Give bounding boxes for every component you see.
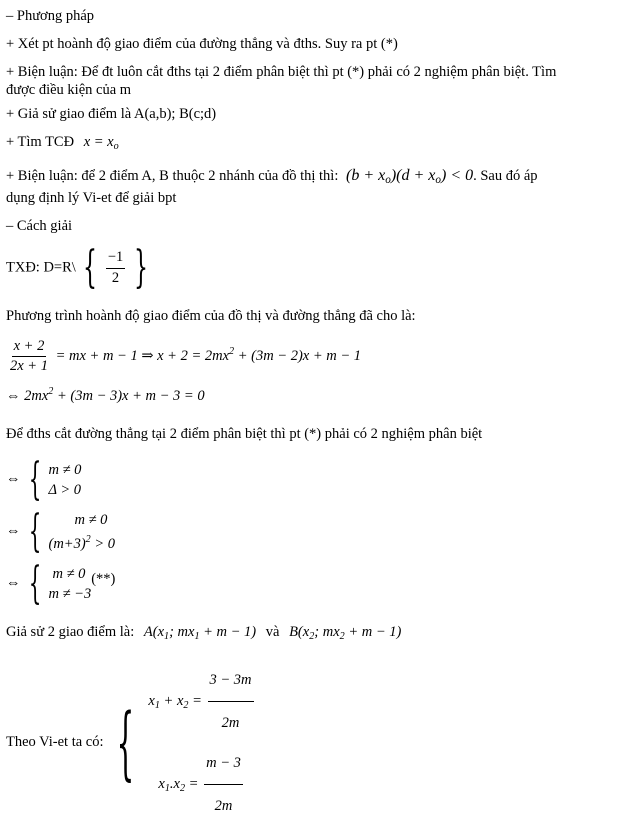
vieta-rows <box>144 660 255 826</box>
math-part: .x <box>169 775 180 792</box>
step-4-math: x = x <box>83 134 114 150</box>
system-1 <box>6 454 82 505</box>
domain-line <box>6 242 155 293</box>
system-rows <box>49 510 116 554</box>
fraction-num: x + 2 <box>12 338 47 357</box>
domain-fraction <box>106 249 125 287</box>
heading-method: – Phương pháp <box>6 8 95 24</box>
step-2: + Biện luận: Để đt luôn cắt đths tại 2 điểm phân biệt thì pt (*) phải có 2 nghiệm phân biệt. Tìm <box>6 64 557 80</box>
math-part: + x <box>159 692 184 709</box>
system-tag: (**) <box>91 571 116 588</box>
fraction-num: 3 − 3m <box>208 660 254 702</box>
system-2 <box>6 506 116 557</box>
subscript: o <box>385 174 391 186</box>
step-1: + Xét pt hoành độ giao điểm của đường thẳng và đths. Suy ra pt (*) <box>6 36 398 52</box>
math-part: (b + x <box>346 167 386 184</box>
subscript: 2 <box>339 631 345 642</box>
step-4 <box>6 134 119 153</box>
superscript: 2 <box>85 534 91 545</box>
superscript: 2 <box>48 386 54 397</box>
points-line <box>6 624 401 643</box>
brace-close: } <box>134 242 149 293</box>
eq1-fraction <box>8 338 50 376</box>
eq1-rhs <box>56 348 361 364</box>
math-part: ; mx <box>169 624 195 640</box>
subscript: o <box>435 174 441 186</box>
math-part: m ≠ −3 <box>48 586 92 602</box>
system-3 <box>6 558 116 609</box>
brace-open: { <box>82 242 97 293</box>
math-part: x <box>158 775 165 792</box>
vieta-text: Theo Vi-et ta có: <box>6 734 104 751</box>
math-part: > 0 <box>94 536 116 552</box>
math-part: m ≠ 0 <box>52 566 86 582</box>
vieta-wrap <box>6 660 256 826</box>
math-part: A(x <box>143 624 165 640</box>
vieta-row-product <box>144 743 255 826</box>
step-5-tail: . Sau đó áp <box>473 168 538 184</box>
math-part: + m − 1) <box>199 624 257 640</box>
subscript: 2 <box>309 631 315 642</box>
vieta-row-sum <box>144 660 255 743</box>
points-and: và <box>265 624 280 640</box>
fraction-den: 2 <box>111 269 120 286</box>
points-text: Giả sử 2 giao điểm là: <box>6 624 135 640</box>
fraction-den: 2m <box>214 798 233 814</box>
subscript: 1 <box>164 631 170 642</box>
system-wrap <box>6 454 82 505</box>
system-brace: { <box>28 558 41 609</box>
math-part: ; mx <box>314 624 340 640</box>
vieta-fraction-sum <box>208 660 254 743</box>
math-part: ) < 0 <box>440 167 474 184</box>
system-rows <box>49 460 82 500</box>
domain-text: TXĐ: D=R\ <box>6 259 76 276</box>
fraction-num: m − 3 <box>204 743 243 785</box>
math-part: = mx + m − 1 ⇒ x + 2 = 2mx <box>55 348 230 365</box>
iff-symbol: ⇔ <box>6 575 21 592</box>
system-row: m ≠ 0 <box>74 512 108 528</box>
system-wrap <box>6 558 116 609</box>
step-3: + Giả sử giao điểm là A(a,b); B(c;d) <box>6 106 217 122</box>
step-5 <box>6 166 538 187</box>
point-a <box>144 624 256 640</box>
math-part: )(d + x <box>390 167 436 184</box>
system-row <box>49 530 116 554</box>
iff-symbol: ⇔ <box>6 523 21 540</box>
condition-intro: Để đths cắt đường thẳng tại 2 điểm phân biệt thì pt (*) phải có 2 nghiệm phân biệt <box>6 426 483 442</box>
math-part: (m+3) <box>48 536 86 552</box>
system-row: Δ > 0 <box>48 482 82 498</box>
subscript: 2 <box>179 782 186 794</box>
math-part: = <box>185 775 203 792</box>
subscript: 1 <box>154 699 160 711</box>
fraction-den: 2m <box>221 715 240 731</box>
math-part: + m − 1) <box>344 624 402 640</box>
system-row <box>49 584 92 604</box>
system-rows <box>49 564 92 604</box>
equation-1 <box>6 338 361 376</box>
system-wrap <box>6 506 116 557</box>
vieta-fraction-product <box>204 743 243 826</box>
step-5-cont: dụng định lý Vi-et để giải bpt <box>6 190 177 206</box>
iff-symbol: ⇔ <box>6 471 21 488</box>
equation-intro: Phương trình hoành độ giao điểm của đồ thị và đường thẳng đã cho là: <box>6 308 416 324</box>
fraction-num: −1 <box>106 249 125 268</box>
step-5-math <box>346 167 473 184</box>
step-4-text: + Tìm TCĐ <box>6 134 75 150</box>
system-row <box>49 564 92 584</box>
subscript: 1 <box>194 631 200 642</box>
system-brace: { <box>28 454 41 505</box>
equation-2 <box>6 386 205 405</box>
point-b <box>289 624 401 640</box>
step-5-text: + Biện luận: để 2 điểm A, B thuộc 2 nhánh của đồ thị thì: <box>6 168 339 184</box>
math-part: B(x <box>289 624 310 640</box>
system-brace: { <box>28 506 41 557</box>
system-row: m ≠ 0 <box>48 462 82 478</box>
math-part: ⇔ 2mx <box>6 388 49 404</box>
heading-solution: – Cách giải <box>6 218 73 234</box>
math-part: + (3m − 3)x + m − 3 = 0 <box>56 388 205 404</box>
subscript: 2 <box>183 699 189 711</box>
fraction-den: 2x + 1 <box>10 358 48 375</box>
vieta-brace: { <box>116 696 134 789</box>
superscript: 2 <box>229 346 235 358</box>
step-2-cont: được điều kiện của m <box>6 82 132 98</box>
math-part: x <box>148 692 155 709</box>
subscript: 1 <box>164 782 170 794</box>
vieta-block <box>6 660 256 826</box>
math-part: = <box>188 692 206 709</box>
subscript: o <box>113 141 119 152</box>
math-part: + (3m − 2)x + m − 1 <box>237 348 362 365</box>
